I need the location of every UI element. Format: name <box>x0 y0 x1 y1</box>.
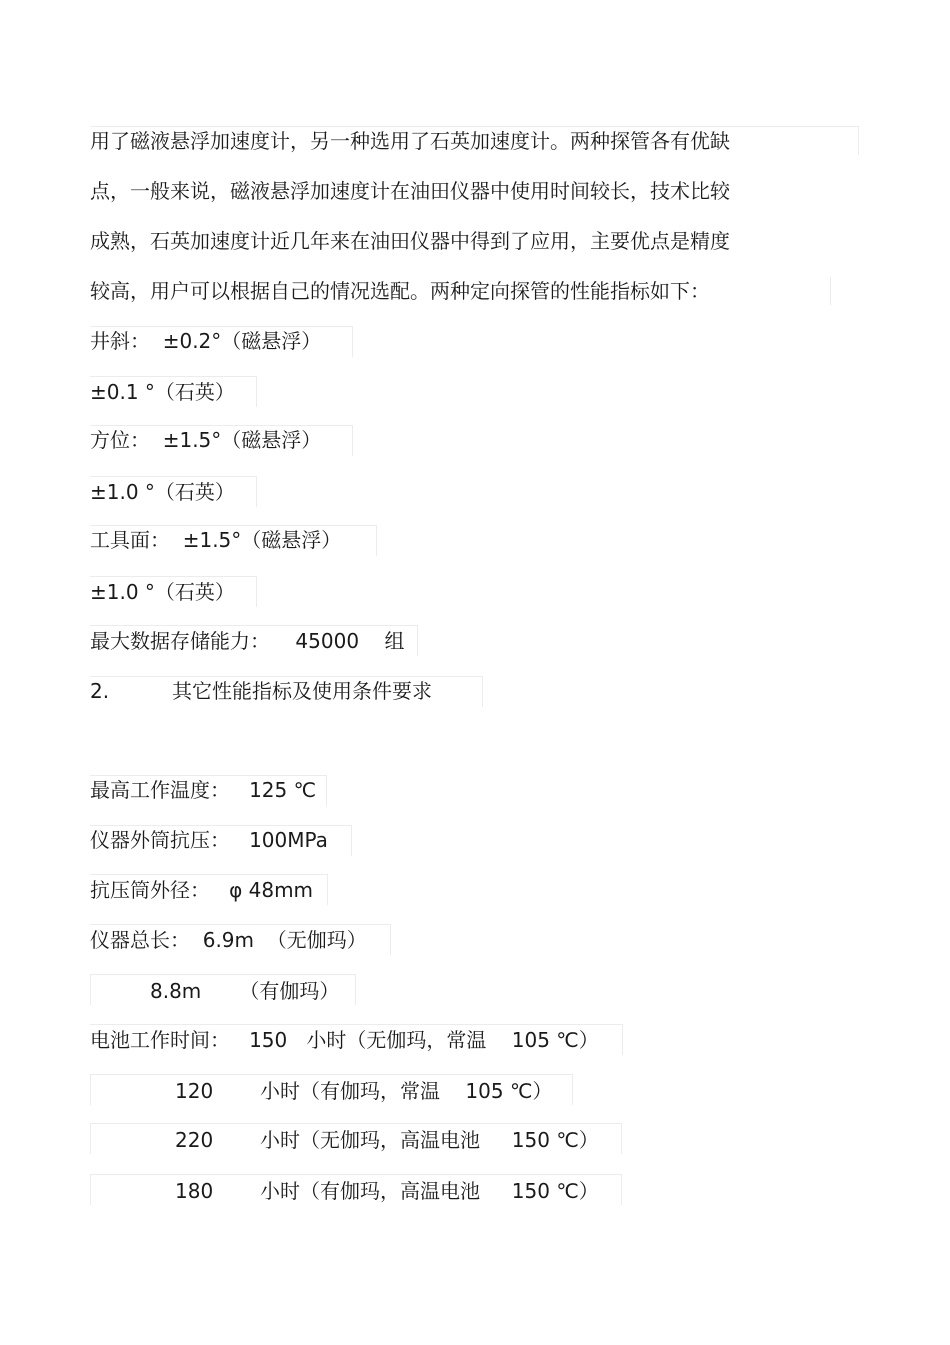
battery-hours: 220 <box>175 1128 214 1152</box>
spec-azimuth-quartz: ±1.0 °（石英） <box>90 480 235 504</box>
battery-condition: 小时（无伽玛，高温电池 150 ℃） <box>260 1128 599 1152</box>
spec-inclination-magnetic: 井斜： ±0.2°（磁悬浮） <box>90 329 322 353</box>
spec-max-temperature: 最高工作温度： 125 ℃ <box>90 778 317 802</box>
spec-toolface-magnetic: 工具面： ±1.5°（磁悬浮） <box>90 528 342 552</box>
spec-pressure-rating: 仪器外筒抗压： 100MPa <box>90 828 328 852</box>
paragraph-line: 较高，用户可以根据自己的情况选配。两种定向探管的性能指标如下： <box>90 279 710 303</box>
spec-storage-capacity: 最大数据存储能力： 45000 组 <box>90 629 405 653</box>
spec-azimuth-magnetic: 方位： ±1.5°（磁悬浮） <box>90 428 322 452</box>
spec-toolface-quartz: ±1.0 °（石英） <box>90 580 235 604</box>
section-number: 2. <box>90 679 110 703</box>
spec-total-length-gamma: 8.8m （有伽玛） <box>150 979 340 1003</box>
paragraph-line: 点，一般来说，磁液悬浮加速度计在油田仪器中使用时间较长，技术比较 <box>90 179 730 203</box>
section-title: 其它性能指标及使用条件要求 <box>172 679 432 703</box>
battery-hours: 120 <box>175 1079 214 1103</box>
spec-battery-time: 电池工作时间： 150 小时（无伽玛，常温 105 ℃） <box>90 1028 599 1052</box>
paragraph-line: 用了磁液悬浮加速度计，另一种选用了石英加速度计。两种探管各有优缺 <box>90 129 730 153</box>
spec-total-length: 仪器总长： 6.9m （无伽玛） <box>90 928 367 952</box>
spec-outer-diameter: 抗压筒外径： φ 48mm <box>90 878 314 902</box>
paragraph-line: 成熟，石英加速度计近几年来在油田仪器中得到了应用，主要优点是精度 <box>90 229 730 253</box>
battery-condition: 小时（有伽玛，高温电池 150 ℃） <box>260 1179 599 1203</box>
battery-condition: 小时（有伽玛，常温 105 ℃） <box>260 1079 553 1103</box>
battery-hours: 180 <box>175 1179 214 1203</box>
spec-inclination-quartz: ±0.1 °（石英） <box>90 380 235 404</box>
